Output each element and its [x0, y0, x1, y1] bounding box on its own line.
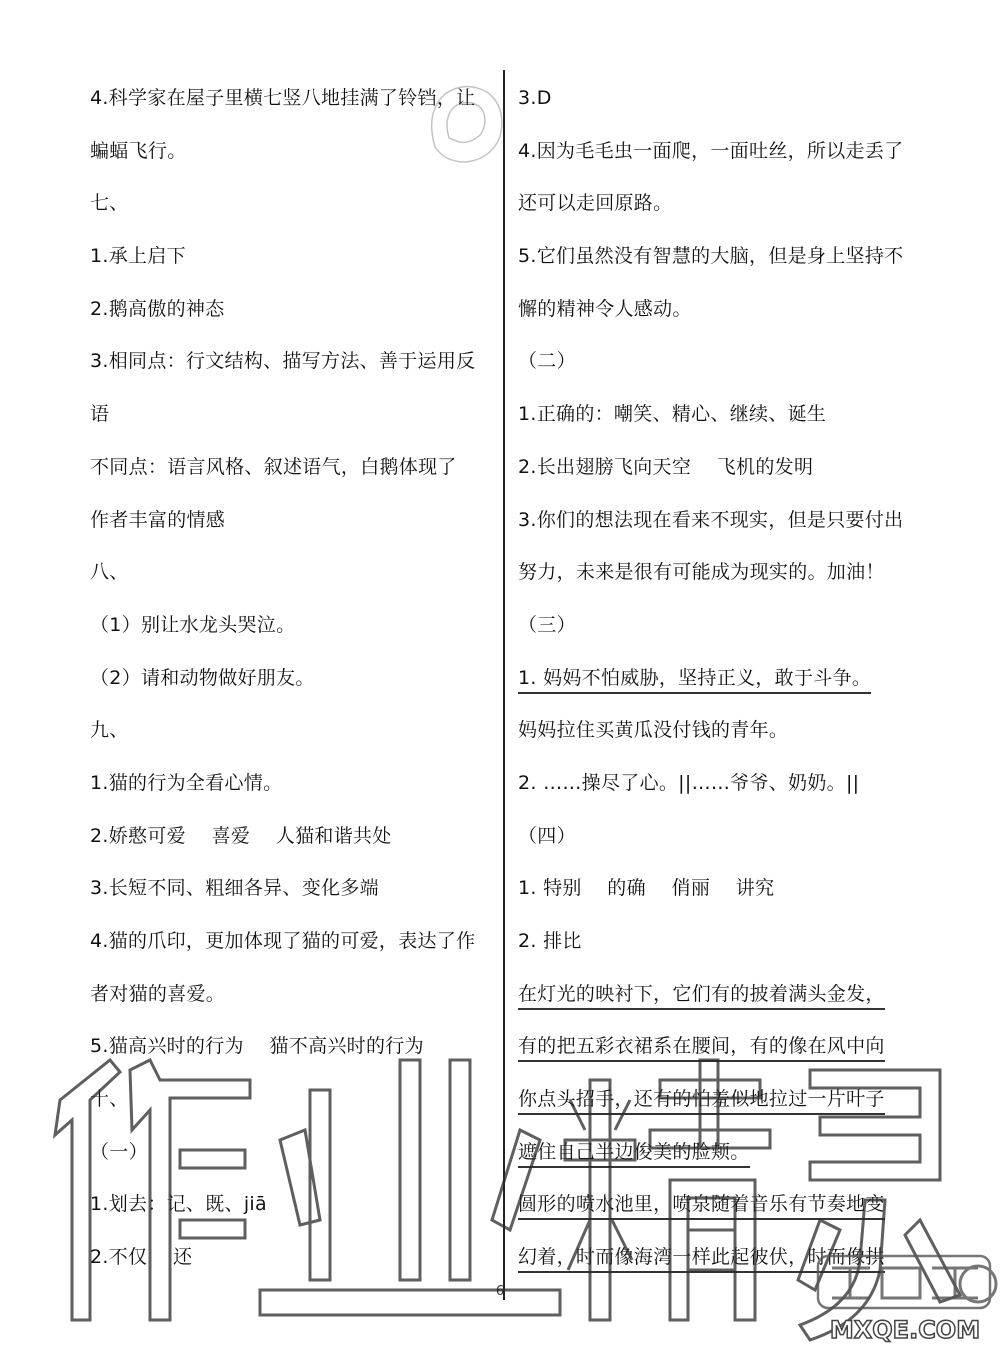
line-text: 2. ……操尽了心。||……爷爷、奶奶。||	[518, 771, 860, 794]
text-line	[518, 494, 918, 547]
line-text: 十、	[90, 1088, 129, 1111]
line-text: 懈的精神令人感动。	[518, 297, 692, 320]
line-text: 5.它们虽然没有智慧的大脑，但是身上坚持不	[518, 245, 904, 268]
line-text: 在灯光的映衬下，它们有的披着满头金发，	[518, 983, 885, 1010]
text-line	[518, 177, 918, 230]
line-text: 有的把五彩衣裙系在腰间，有的像在风中向	[518, 1035, 885, 1062]
text-line	[90, 810, 490, 863]
line-text: 努力，未来是很有可能成为现实的。加油！	[518, 561, 885, 584]
text-line	[518, 757, 918, 810]
line-text: 4.猫的爪印，更加体现了猫的可爱，表达了作	[90, 930, 476, 952]
line-text: 1.正确的：嘲笑、精心、继续、诞生	[518, 403, 827, 426]
line-text: 九、	[90, 719, 129, 742]
line-text: 1.划去：记、既、jiā	[90, 1193, 267, 1216]
line-text: 2.不仅 还	[90, 1246, 193, 1269]
page-number: 6	[495, 1284, 505, 1299]
line-text: （三）	[518, 613, 576, 636]
line-text: 3.你们的想法现在看来不现实，但是只要付出	[518, 508, 904, 531]
text-line	[518, 652, 918, 705]
line-text: 2.鹅高傲的神态	[90, 297, 225, 320]
line-text: （四）	[518, 824, 576, 847]
text-line	[518, 546, 918, 599]
text-line	[90, 230, 490, 283]
line-text: 2.娇憨可爱 喜爱 人猫和谐共处	[90, 824, 392, 847]
line-text: 4.科学家在屋子里横七竖八地挂满了铃铛，让	[90, 87, 476, 109]
text-line	[90, 599, 490, 652]
line-text: 1. 特别 的确 俏丽 讲究	[518, 877, 775, 900]
text-line	[518, 810, 918, 863]
line-text: 3.相同点：行文结构、描写方法、善于运用反	[90, 350, 476, 373]
text-line	[90, 283, 490, 336]
line-text: 八、	[90, 561, 129, 584]
text-line	[90, 757, 490, 810]
line-text: 4.因为毛毛虫一面爬，一面吐丝，所以走丢了	[518, 139, 904, 162]
text-line	[518, 915, 918, 968]
line-text: 者对猫的喜爱。	[90, 982, 226, 1005]
line-text: 你点头招手，还有的怕羞似地拉过一片叶子	[518, 1088, 885, 1115]
line-text: （二）	[518, 350, 576, 373]
line-text: 幻着，时而像海湾一样此起彼伏，时而像拱	[518, 1246, 885, 1273]
text-line	[518, 125, 918, 178]
line-text: 3.长短不同、粗细各异、变化多端	[90, 877, 379, 900]
text-line	[518, 230, 918, 283]
line-text: 2. 排比	[518, 930, 582, 952]
line-text: 1. 妈妈不怕威胁，坚持正义，敢于斗争。	[518, 667, 871, 694]
text-line	[518, 862, 918, 915]
text-line	[518, 283, 918, 336]
line-text: 作者丰富的情感	[90, 508, 226, 531]
line-text: 七、	[90, 192, 129, 215]
line-text: 蝙蝠飞行。	[90, 139, 187, 162]
text-line	[90, 388, 490, 441]
line-text: （1）别让水龙头哭泣。	[90, 613, 296, 636]
text-line	[90, 968, 490, 1021]
text-line	[90, 652, 490, 705]
line-text: 1.猫的行为全看心情。	[90, 771, 283, 794]
line-text: 不同点：语言风格、叙述语气，白鹅体现了	[90, 455, 457, 478]
line-text: 还可以走回原路。	[518, 192, 673, 215]
text-line	[90, 177, 490, 230]
text-line	[90, 546, 490, 599]
line-text: 妈妈拉住买黄瓜没付钱的青年。	[518, 719, 789, 742]
line-text: 1.承上启下	[90, 245, 186, 268]
line-text: 3.D	[518, 87, 552, 109]
line-text: （一）	[90, 1140, 148, 1163]
text-line	[90, 441, 490, 494]
text-line	[518, 704, 918, 757]
corner-url: MXQE.COM	[829, 1316, 981, 1344]
line-text: 2.长出翅膀飞向天空 飞机的发明	[518, 455, 814, 478]
corner-logo	[810, 1250, 1000, 1348]
text-line	[518, 599, 918, 652]
text-line	[90, 862, 490, 915]
line-text: 5.猫高兴时的行为 猫不高兴时的行为	[90, 1035, 424, 1058]
text-line	[90, 335, 490, 388]
line-text: 圆形的喷水池里，喷泉随着音乐有节奏地变	[518, 1193, 885, 1220]
line-text: 语	[90, 403, 110, 426]
text-line	[518, 968, 918, 1021]
text-line	[518, 441, 918, 494]
text-line	[518, 388, 918, 441]
line-text: 遮住自己半边俊美的脸颊。	[518, 1141, 750, 1168]
line-text: （2）请和动物做好朋友。	[90, 666, 315, 689]
text-line	[90, 704, 490, 757]
text-line	[90, 915, 490, 968]
text-line	[90, 494, 490, 547]
stamp-logo	[415, 72, 515, 172]
text-line	[518, 335, 918, 388]
text-line	[518, 72, 918, 125]
